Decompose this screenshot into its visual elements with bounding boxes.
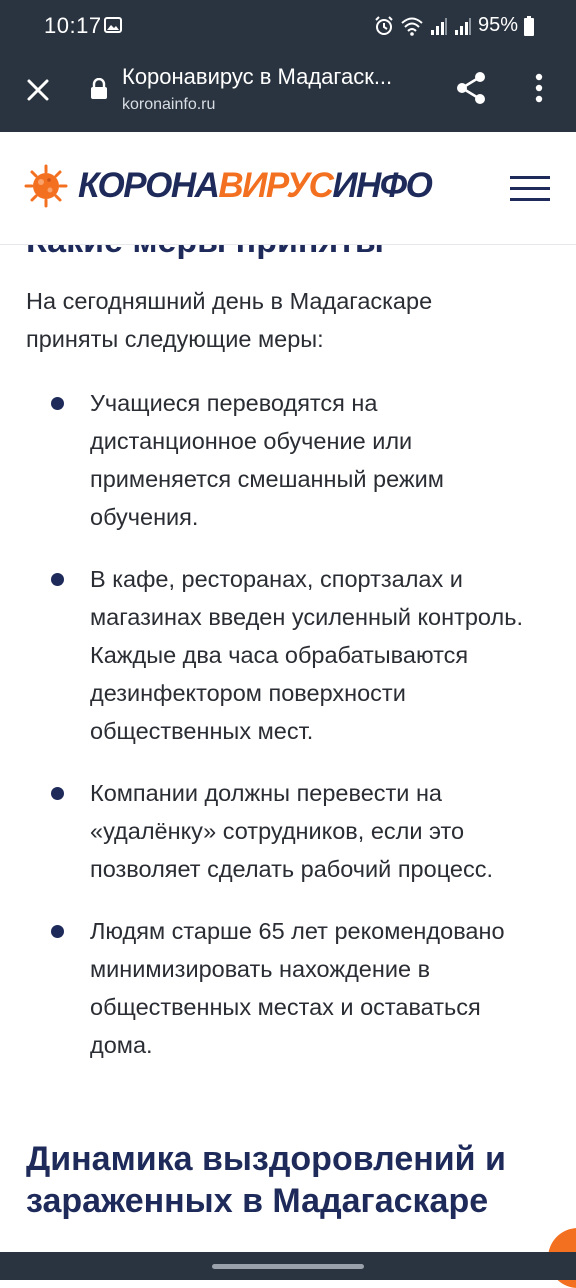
battery-percent: 95% [477, 14, 518, 36]
list-item-text: В кафе, ресторанах, спортзалах и магазинах введен усиленный контроль. Каждые два часа обрабатываются дезинфектором поверхности общественных мест. [90, 566, 523, 744]
alarm-icon [374, 16, 394, 36]
wifi-icon [400, 16, 424, 36]
site-logo[interactable] [24, 164, 431, 208]
logo-text-part1: КОРОНА [78, 166, 219, 205]
intro-paragraph: На сегодняшний день в Мадагаскаре приняты следующие меры: [26, 288, 433, 352]
status-icons [374, 14, 534, 37]
logo-text [78, 164, 431, 208]
bullet-icon [51, 573, 64, 586]
share-icon[interactable] [452, 68, 492, 108]
system-nav-bar [0, 1252, 576, 1280]
list-item-text: Учащиеся переводятся на дистанционное обучение или применяется смешанный режим обучения. [90, 390, 444, 530]
battery-icon [524, 16, 534, 36]
home-indicator[interactable] [212, 1264, 364, 1269]
logo-text-part2: ВИРУС [218, 166, 333, 205]
logo-text-part3: ИНФО [332, 166, 432, 205]
status-bar [0, 0, 576, 56]
list-item [0, 774, 530, 888]
browser-toolbar [0, 56, 576, 132]
section-heading: Динамика выздоровлений и зараженных в Мадагаскаре [26, 1140, 506, 1220]
lock-icon [90, 78, 108, 100]
list-item [0, 560, 530, 750]
list-item [0, 912, 530, 1064]
list-item-text: Компании должны перевести на «удалёнку» сотрудников, если это позволяет сделать рабочий процесс. [90, 780, 493, 882]
image-icon [104, 17, 122, 33]
list-item-text: Людям старше 65 лет рекомендовано минимизировать нахождение в общественных местах и оставаться дома. [90, 918, 505, 1058]
url-domain[interactable]: koronainfo.ru [122, 96, 216, 113]
virus-logo-icon [24, 164, 68, 208]
signal-icon [430, 16, 448, 36]
bullet-icon [51, 787, 64, 800]
hamburger-menu-icon[interactable] [510, 176, 550, 202]
site-header [0, 132, 576, 245]
measures-list [0, 384, 576, 1088]
signal-icon [454, 16, 472, 36]
list-item [0, 384, 530, 536]
bullet-icon [51, 397, 64, 410]
bullet-icon [51, 925, 64, 938]
more-vert-icon[interactable] [522, 68, 556, 108]
close-icon[interactable] [18, 70, 58, 110]
status-time: 10:17 [44, 13, 102, 38]
page-title[interactable]: Коронавирус в Мадагаск... [122, 64, 393, 89]
